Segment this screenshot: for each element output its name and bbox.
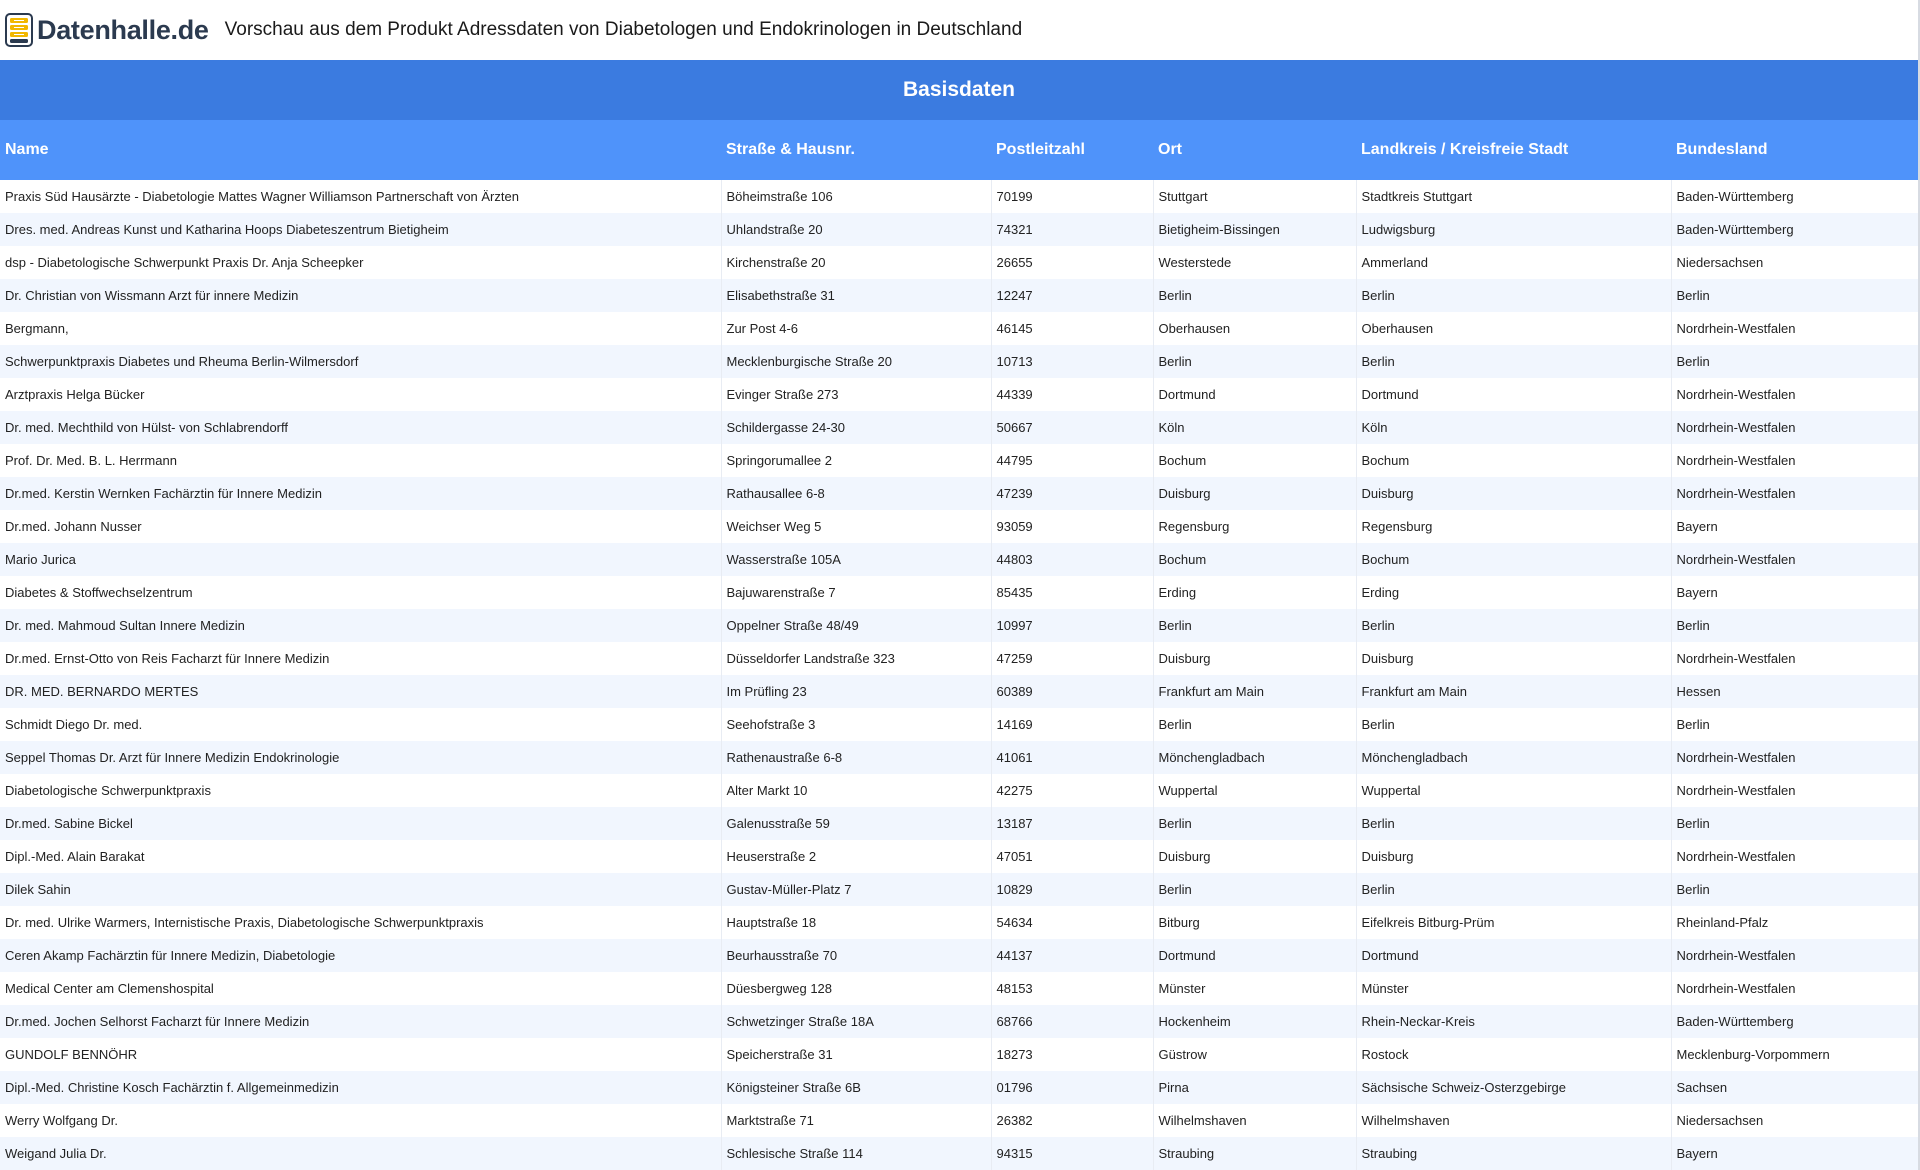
cell-name: Ceren Akamp Fachärztin für Innere Medizin, Diabetologie bbox=[0, 939, 721, 972]
cell-street: Weichser Weg 5 bbox=[721, 510, 991, 543]
cell-postcode: 41061 bbox=[991, 741, 1153, 774]
cell-city: Straubing bbox=[1153, 1137, 1356, 1170]
table-row bbox=[0, 840, 1918, 873]
cell-state: Berlin bbox=[1671, 807, 1918, 840]
cell-state: Niedersachsen bbox=[1671, 246, 1918, 279]
cell-state: Nordrhein-Westfalen bbox=[1671, 939, 1918, 972]
cell-street: Oppelner Straße 48/49 bbox=[721, 609, 991, 642]
cell-postcode: 12247 bbox=[991, 279, 1153, 312]
table-row bbox=[0, 1038, 1918, 1071]
cell-city: Bochum bbox=[1153, 543, 1356, 576]
cell-district: Ludwigsburg bbox=[1356, 213, 1671, 246]
cell-street: Marktstraße 71 bbox=[721, 1104, 991, 1137]
cell-postcode: 74321 bbox=[991, 213, 1153, 246]
cell-district: Bochum bbox=[1356, 444, 1671, 477]
cell-street: Böheimstraße 106 bbox=[721, 180, 991, 213]
cell-city: Duisburg bbox=[1153, 642, 1356, 675]
cell-state: Hessen bbox=[1671, 675, 1918, 708]
cell-district: Eifelkreis Bitburg-Prüm bbox=[1356, 906, 1671, 939]
cell-street: Speicherstraße 31 bbox=[721, 1038, 991, 1071]
cell-district: Frankfurt am Main bbox=[1356, 675, 1671, 708]
section-title: Basisdaten bbox=[902, 78, 1016, 101]
cell-postcode: 26655 bbox=[991, 246, 1153, 279]
table-row bbox=[0, 180, 1918, 213]
cell-name: Prof. Dr. Med. B. L. Herrmann bbox=[0, 444, 721, 477]
table-row bbox=[0, 345, 1918, 378]
column-header-city: Ort bbox=[1153, 120, 1356, 180]
table-row bbox=[0, 312, 1918, 345]
cell-name: Werry Wolfgang Dr. bbox=[0, 1104, 721, 1137]
header-row bbox=[0, 120, 1918, 180]
section-header bbox=[0, 60, 1918, 120]
cell-city: Köln bbox=[1153, 411, 1356, 444]
table-row bbox=[0, 444, 1918, 477]
cell-state: Nordrhein-Westfalen bbox=[1671, 378, 1918, 411]
table-row bbox=[0, 213, 1918, 246]
cell-postcode: 70199 bbox=[991, 180, 1153, 213]
cell-postcode: 01796 bbox=[991, 1071, 1153, 1104]
cell-postcode: 18273 bbox=[991, 1038, 1153, 1071]
cell-state: Bayern bbox=[1671, 576, 1918, 609]
cell-street: Alter Markt 10 bbox=[721, 774, 991, 807]
cell-city: Berlin bbox=[1153, 873, 1356, 906]
table-row bbox=[0, 873, 1918, 906]
cell-district: Rhein-Neckar-Kreis bbox=[1356, 1005, 1671, 1038]
cell-street: Elisabethstraße 31 bbox=[721, 279, 991, 312]
cell-district: Duisburg bbox=[1356, 840, 1671, 873]
table-row bbox=[0, 279, 1918, 312]
cell-name: Dr. med. Ulrike Warmers, Internistische Praxis, Diabetologische Schwerpunktpraxis bbox=[0, 906, 721, 939]
cell-name: Dilek Sahin bbox=[0, 873, 721, 906]
table-row bbox=[0, 1071, 1918, 1104]
cell-street: Galenusstraße 59 bbox=[721, 807, 991, 840]
cell-city: Wilhelmshaven bbox=[1153, 1104, 1356, 1137]
cell-street: Kirchenstraße 20 bbox=[721, 246, 991, 279]
table-row bbox=[0, 906, 1918, 939]
table-row bbox=[0, 477, 1918, 510]
cell-name: Dr.med. Jochen Selhorst Facharzt für Innere Medizin bbox=[0, 1005, 721, 1038]
cell-name: Dr. Christian von Wissmann Arzt für innere Medizin bbox=[0, 279, 721, 312]
table-row bbox=[0, 741, 1918, 774]
cell-street: Hauptstraße 18 bbox=[721, 906, 991, 939]
column-header-street: Straße & Hausnr. bbox=[721, 120, 991, 180]
cell-city: Mönchengladbach bbox=[1153, 741, 1356, 774]
cell-state: Baden-Württemberg bbox=[1671, 1005, 1918, 1038]
table-row bbox=[0, 411, 1918, 444]
cell-name: Dipl.-Med. Christine Kosch Fachärztin f. Allgemeinmedizin bbox=[0, 1071, 721, 1104]
cell-street: Evinger Straße 273 bbox=[721, 378, 991, 411]
cell-postcode: 26382 bbox=[991, 1104, 1153, 1137]
cell-state: Berlin bbox=[1671, 708, 1918, 741]
cell-state: Niedersachsen bbox=[1671, 1104, 1918, 1137]
cell-state: Nordrhein-Westfalen bbox=[1671, 444, 1918, 477]
cell-postcode: 54634 bbox=[991, 906, 1153, 939]
table-row bbox=[0, 972, 1918, 1005]
cell-street: Springorumallee 2 bbox=[721, 444, 991, 477]
cell-postcode: 85435 bbox=[991, 576, 1153, 609]
cell-district: Ammerland bbox=[1356, 246, 1671, 279]
cell-city: Pirna bbox=[1153, 1071, 1356, 1104]
column-header-district: Landkreis / Kreisfreie Stadt bbox=[1356, 120, 1671, 180]
cell-postcode: 60389 bbox=[991, 675, 1153, 708]
cell-district: Wuppertal bbox=[1356, 774, 1671, 807]
cell-name: Dr. med. Mechthild von Hülst- von Schlabrendorff bbox=[0, 411, 721, 444]
cell-postcode: 47239 bbox=[991, 477, 1153, 510]
cell-postcode: 50667 bbox=[991, 411, 1153, 444]
cell-street: Schwetzinger Straße 18A bbox=[721, 1005, 991, 1038]
cell-district: Berlin bbox=[1356, 873, 1671, 906]
cell-postcode: 44795 bbox=[991, 444, 1153, 477]
cell-district: Wilhelmshaven bbox=[1356, 1104, 1671, 1137]
cell-city: Regensburg bbox=[1153, 510, 1356, 543]
table-row bbox=[0, 708, 1918, 741]
cell-name: Dr.med. Ernst-Otto von Reis Facharzt für Innere Medizin bbox=[0, 642, 721, 675]
cell-city: Duisburg bbox=[1153, 477, 1356, 510]
cell-postcode: 13187 bbox=[991, 807, 1153, 840]
cell-city: Münster bbox=[1153, 972, 1356, 1005]
table-row bbox=[0, 939, 1918, 972]
cell-state: Nordrhein-Westfalen bbox=[1671, 741, 1918, 774]
table-row bbox=[0, 675, 1918, 708]
cell-city: Dortmund bbox=[1153, 939, 1356, 972]
cell-street: Gustav-Müller-Platz 7 bbox=[721, 873, 991, 906]
table-row bbox=[0, 1005, 1918, 1038]
cell-street: Wasserstraße 105A bbox=[721, 543, 991, 576]
cell-state: Bayern bbox=[1671, 1137, 1918, 1170]
cell-state: Nordrhein-Westfalen bbox=[1671, 477, 1918, 510]
cell-street: Schlesische Straße 114 bbox=[721, 1137, 991, 1170]
brand-logo[interactable] bbox=[5, 0, 209, 60]
cell-district: Bochum bbox=[1356, 543, 1671, 576]
table-header bbox=[0, 120, 1918, 180]
cell-district: Köln bbox=[1356, 411, 1671, 444]
cell-street: Rathausallee 6-8 bbox=[721, 477, 991, 510]
cell-postcode: 48153 bbox=[991, 972, 1153, 1005]
cell-street: Uhlandstraße 20 bbox=[721, 213, 991, 246]
cell-name: DR. MED. BERNARDO MERTES bbox=[0, 675, 721, 708]
cell-postcode: 10713 bbox=[991, 345, 1153, 378]
cell-name: Medical Center am Clemenshospital bbox=[0, 972, 721, 1005]
cell-name: GUNDOLF BENNÖHR bbox=[0, 1038, 721, 1071]
table-body bbox=[0, 180, 1918, 1170]
cell-district: Sächsische Schweiz-Osterzgebirge bbox=[1356, 1071, 1671, 1104]
cell-name: Seppel Thomas Dr. Arzt für Innere Medizin Endokrinologie bbox=[0, 741, 721, 774]
cell-state: Berlin bbox=[1671, 279, 1918, 312]
cell-city: Oberhausen bbox=[1153, 312, 1356, 345]
cell-city: Frankfurt am Main bbox=[1153, 675, 1356, 708]
cell-state: Baden-Württemberg bbox=[1671, 213, 1918, 246]
cell-state: Nordrhein-Westfalen bbox=[1671, 774, 1918, 807]
table-row bbox=[0, 576, 1918, 609]
cell-city: Berlin bbox=[1153, 807, 1356, 840]
table-row bbox=[0, 510, 1918, 543]
cell-city: Berlin bbox=[1153, 279, 1356, 312]
cell-name: Diabetologische Schwerpunktpraxis bbox=[0, 774, 721, 807]
cell-name: Schwerpunktpraxis Diabetes und Rheuma Berlin-Wilmersdorf bbox=[0, 345, 721, 378]
table-row bbox=[0, 807, 1918, 840]
cell-state: Nordrhein-Westfalen bbox=[1671, 972, 1918, 1005]
cell-name: Arztpraxis Helga Bücker bbox=[0, 378, 721, 411]
cell-state: Rheinland-Pfalz bbox=[1671, 906, 1918, 939]
cell-street: Im Prüfling 23 bbox=[721, 675, 991, 708]
cell-postcode: 44339 bbox=[991, 378, 1153, 411]
cell-state: Nordrhein-Westfalen bbox=[1671, 642, 1918, 675]
cell-state: Baden-Württemberg bbox=[1671, 180, 1918, 213]
cell-state: Nordrhein-Westfalen bbox=[1671, 411, 1918, 444]
cell-postcode: 47259 bbox=[991, 642, 1153, 675]
cell-street: Düesbergweg 128 bbox=[721, 972, 991, 1005]
cell-postcode: 68766 bbox=[991, 1005, 1153, 1038]
table-row bbox=[0, 774, 1918, 807]
cell-district: Straubing bbox=[1356, 1137, 1671, 1170]
cell-name: Dr.med. Johann Nusser bbox=[0, 510, 721, 543]
table-row bbox=[0, 378, 1918, 411]
cell-street: Bajuwarenstraße 7 bbox=[721, 576, 991, 609]
cell-city: Bietigheim-Bissingen bbox=[1153, 213, 1356, 246]
cell-state: Berlin bbox=[1671, 609, 1918, 642]
cell-name: Bergmann, bbox=[0, 312, 721, 345]
cell-district: Berlin bbox=[1356, 345, 1671, 378]
address-table bbox=[0, 120, 1918, 1170]
cell-postcode: 47051 bbox=[991, 840, 1153, 873]
table-row bbox=[0, 642, 1918, 675]
cell-city: Wuppertal bbox=[1153, 774, 1356, 807]
table-row bbox=[0, 246, 1918, 279]
cell-district: Berlin bbox=[1356, 279, 1671, 312]
cell-district: Duisburg bbox=[1356, 477, 1671, 510]
cell-name: Praxis Süd Hausärzte - Diabetologie Mattes Wagner Williamson Partnerschaft von Ärzten bbox=[0, 180, 721, 213]
table-row bbox=[0, 1104, 1918, 1137]
cell-name: Schmidt Diego Dr. med. bbox=[0, 708, 721, 741]
cell-state: Berlin bbox=[1671, 345, 1918, 378]
top-bar bbox=[0, 0, 1920, 60]
cell-street: Zur Post 4-6 bbox=[721, 312, 991, 345]
cell-district: Erding bbox=[1356, 576, 1671, 609]
table-row bbox=[0, 543, 1918, 576]
cell-street: Düsseldorfer Landstraße 323 bbox=[721, 642, 991, 675]
cell-city: Berlin bbox=[1153, 708, 1356, 741]
cell-name: Dr.med. Sabine Bickel bbox=[0, 807, 721, 840]
cell-city: Berlin bbox=[1153, 345, 1356, 378]
cell-district: Oberhausen bbox=[1356, 312, 1671, 345]
cell-street: Mecklenburgische Straße 20 bbox=[721, 345, 991, 378]
cell-postcode: 10829 bbox=[991, 873, 1153, 906]
cell-postcode: 46145 bbox=[991, 312, 1153, 345]
cell-district: Dortmund bbox=[1356, 378, 1671, 411]
brand-name: Datenhalle.de bbox=[37, 14, 209, 45]
cell-district: Rostock bbox=[1356, 1038, 1671, 1071]
cell-state: Nordrhein-Westfalen bbox=[1671, 312, 1918, 345]
column-header-name: Name bbox=[0, 120, 721, 180]
cell-city: Berlin bbox=[1153, 609, 1356, 642]
cell-city: Hockenheim bbox=[1153, 1005, 1356, 1038]
cell-district: Berlin bbox=[1356, 807, 1671, 840]
cell-name: Diabetes & Stoffwechselzentrum bbox=[0, 576, 721, 609]
cell-state: Mecklenburg-Vorpommern bbox=[1671, 1038, 1918, 1071]
cell-state: Nordrhein-Westfalen bbox=[1671, 840, 1918, 873]
cell-postcode: 44137 bbox=[991, 939, 1153, 972]
stacked-database-icon bbox=[5, 13, 33, 47]
cell-street: Beurhausstraße 70 bbox=[721, 939, 991, 972]
cell-district: Stadtkreis Stuttgart bbox=[1356, 180, 1671, 213]
table-row bbox=[0, 609, 1918, 642]
cell-street: Heuserstraße 2 bbox=[721, 840, 991, 873]
column-header-state: Bundesland bbox=[1671, 120, 1918, 180]
data-table-container bbox=[0, 60, 1918, 1170]
table-row bbox=[0, 1137, 1918, 1170]
cell-street: Rathenaustraße 6-8 bbox=[721, 741, 991, 774]
cell-district: Berlin bbox=[1356, 708, 1671, 741]
cell-city: Bochum bbox=[1153, 444, 1356, 477]
cell-district: Duisburg bbox=[1356, 642, 1671, 675]
cell-postcode: 42275 bbox=[991, 774, 1153, 807]
cell-name: Dipl.-Med. Alain Barakat bbox=[0, 840, 721, 873]
cell-city: Dortmund bbox=[1153, 378, 1356, 411]
cell-name: Weigand Julia Dr. bbox=[0, 1137, 721, 1170]
cell-city: Duisburg bbox=[1153, 840, 1356, 873]
cell-city: Bitburg bbox=[1153, 906, 1356, 939]
cell-name: Mario Jurica bbox=[0, 543, 721, 576]
cell-name: dsp - Diabetologische Schwerpunkt Praxis Dr. Anja Scheepker bbox=[0, 246, 721, 279]
cell-street: Seehofstraße 3 bbox=[721, 708, 991, 741]
cell-name: Dres. med. Andreas Kunst und Katharina Hoops Diabeteszentrum Bietigheim bbox=[0, 213, 721, 246]
column-header-postcode: Postleitzahl bbox=[991, 120, 1153, 180]
cell-postcode: 93059 bbox=[991, 510, 1153, 543]
cell-state: Sachsen bbox=[1671, 1071, 1918, 1104]
cell-postcode: 14169 bbox=[991, 708, 1153, 741]
cell-district: Mönchengladbach bbox=[1356, 741, 1671, 774]
cell-city: Westerstede bbox=[1153, 246, 1356, 279]
page-title: Vorschau aus dem Produkt Adressdaten von Diabetologen und Endokrinologen in Deutschland bbox=[224, 19, 1023, 40]
cell-state: Bayern bbox=[1671, 510, 1918, 543]
cell-city: Güstrow bbox=[1153, 1038, 1356, 1071]
cell-district: Regensburg bbox=[1356, 510, 1671, 543]
cell-name: Dr. med. Mahmoud Sultan Innere Medizin bbox=[0, 609, 721, 642]
cell-street: Schildergasse 24-30 bbox=[721, 411, 991, 444]
cell-district: Dortmund bbox=[1356, 939, 1671, 972]
cell-district: Berlin bbox=[1356, 609, 1671, 642]
cell-postcode: 10997 bbox=[991, 609, 1153, 642]
cell-city: Stuttgart bbox=[1153, 180, 1356, 213]
cell-postcode: 94315 bbox=[991, 1137, 1153, 1170]
cell-state: Berlin bbox=[1671, 873, 1918, 906]
cell-city: Erding bbox=[1153, 576, 1356, 609]
cell-street: Königsteiner Straße 6B bbox=[721, 1071, 991, 1104]
cell-postcode: 44803 bbox=[991, 543, 1153, 576]
cell-name: Dr.med. Kerstin Wernken Fachärztin für Innere Medizin bbox=[0, 477, 721, 510]
cell-state: Nordrhein-Westfalen bbox=[1671, 543, 1918, 576]
cell-district: Münster bbox=[1356, 972, 1671, 1005]
